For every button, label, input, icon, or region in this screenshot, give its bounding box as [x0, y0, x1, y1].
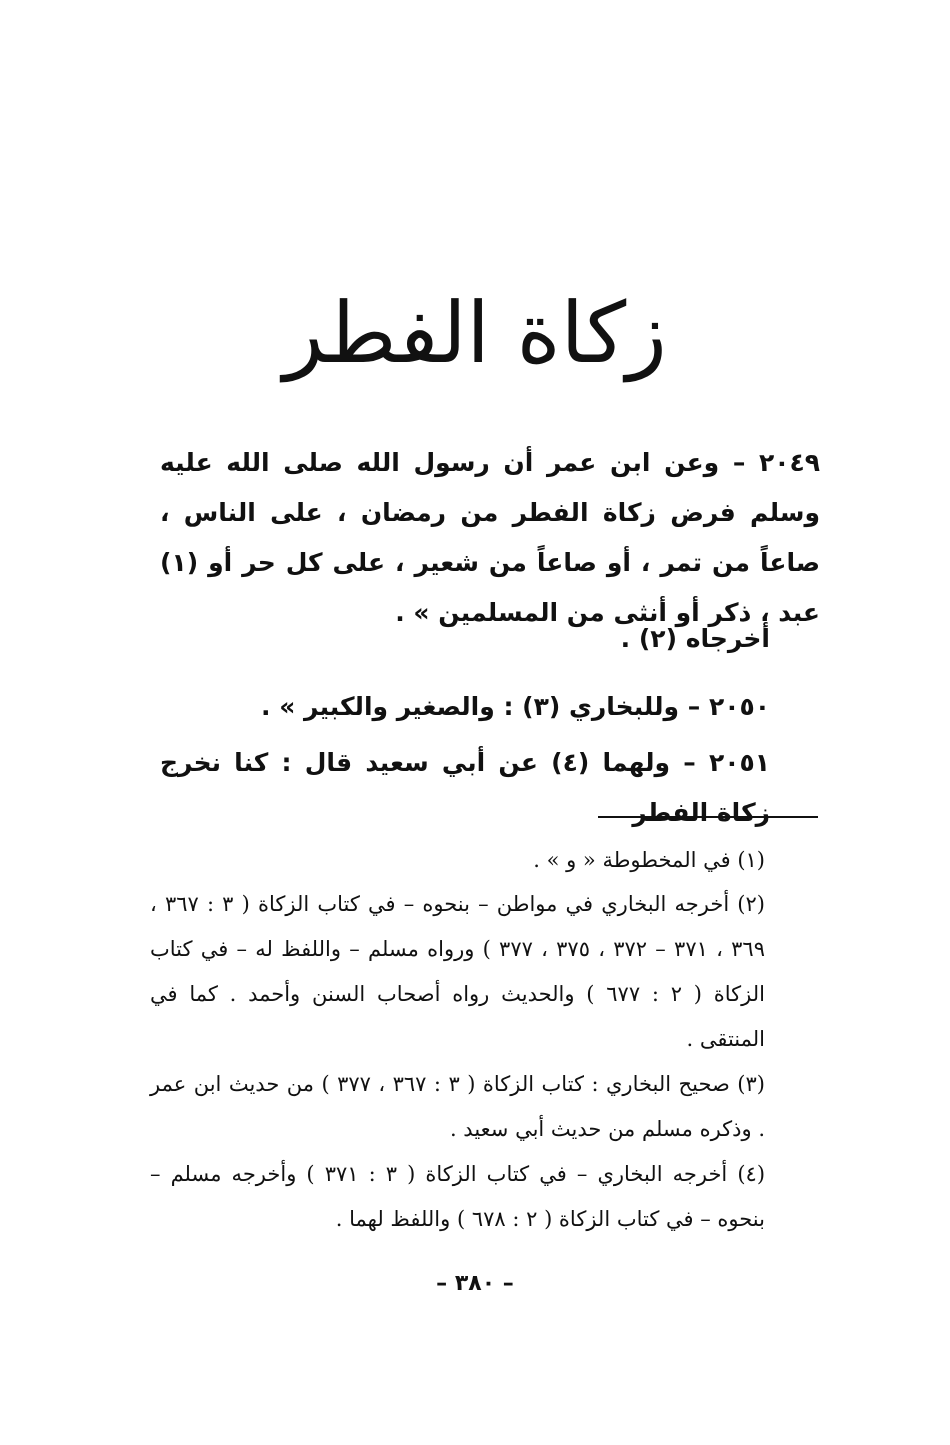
hadith-2051: ٢٠٥١ – ولهما (٤) عن أبي سعيد قال : كنا نخرج زكاة الفطر: [160, 748, 770, 827]
footnote-4: [150, 1152, 815, 1242]
hadith-2049: ٢٠٤٩ – وعن ابن عمر أن رسول الله صلى الله عليه وسلم فرض زكاة الفطر من رمضان ، على الناس ، صاعاً من تمر ، أو صاعاً من شعير ، على كل حر أو (١) عبد ، ذكر أو أنثى من المسلمين » .: [160, 448, 820, 627]
footnote-4-text: (٤) أخرجه البخاري – في كتاب الزكاة ( ٣ : ٣٧١ ) وأخرجه مسلم – بنحوه – في كتاب الزكاة ( ٢ : ٦٧٨ ) واللفظ لهما .: [150, 1162, 766, 1231]
footnote-1: [150, 838, 815, 883]
page-number: – ٣٨٠ –: [436, 1271, 514, 1296]
footnote-2: [150, 882, 815, 1062]
footnote-separator: [598, 816, 818, 818]
footnote-3-text: (٣) صحيح البخاري : كتاب الزكاة ( ٣ : ٣٦٧ ، ٣٧٧ ) من حديث ابن عمر . وذكره مسلم من حديث أبي سعيد .: [150, 1072, 765, 1141]
footnote-1-text: (١) في المخطوطة « و » .: [533, 848, 765, 872]
footnote-3: [150, 1062, 815, 1152]
hadith-2050: ٢٠٥٠ – وللبخاري (٣) : والصغير والكبير » .: [261, 692, 770, 721]
takhrij-line: أخرجاه (٢) .: [620, 624, 770, 653]
footnote-2-text: (٢) أخرجه البخاري في مواطن – بنحوه – في كتاب الزكاة ( ٣ : ٣٦٧ ، ٣٦٩ ، ٣٧١ – ٣٧٢ ، ٣٧٥ ، ٣٧٧ ) ورواه مسلم – واللفظ له – في كتاب الزكاة ( ٢ : ٦٧٧ ) والحديث رواه أصحاب السنن وأحمد . كما في المنتقى .: [150, 892, 765, 1051]
chapter-title: زكاة الفطر: [283, 284, 667, 382]
